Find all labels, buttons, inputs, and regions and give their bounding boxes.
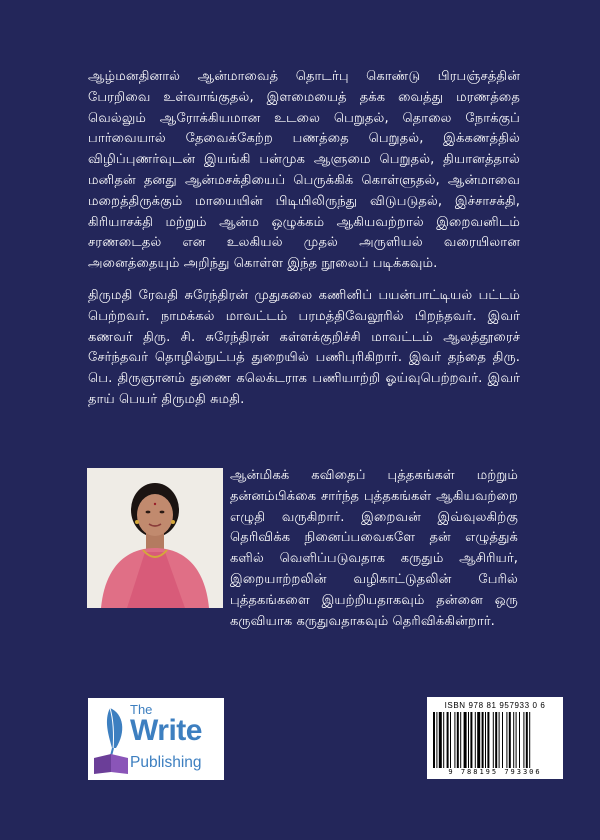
author-bio-paragraph: திருமதி ரேவதி சுரேந்திரன் முதுகலை கணினிப் பயன்பாட்டியல் பட்டம் பெற்றவர். நாமக்கல் மாவட்டம் பரமத்திவேலூரில் பிறந்தவர். இவர் கணவர் திரு. சி. சுரேந்திரன் கள்ளக்குறிச்சி மாவட்டம் ஆலத்தூரைச் சேர்ந்தவர் தொழில்நுட்பத் துறையில் பணிபுரிகிறார். இவர் தந்தை திரு. பெ. திருஞானம் துணை கலெக்டராக பணியாற்றி ஓய்வுபெற்றவர். இவர் தாய் பெயர் திருமதி சுமதி. <box>88 288 520 407</box>
author-photo <box>87 468 223 608</box>
barcode-bar <box>443 712 444 768</box>
isbn-barcode <box>427 697 563 779</box>
publisher-name-line-3: Publishing <box>130 754 202 771</box>
barcode-bar <box>470 712 472 768</box>
barcode-bar <box>468 712 469 768</box>
barcode-bar <box>475 712 476 768</box>
barcode-bar <box>523 712 524 768</box>
barcode-bar <box>482 712 484 768</box>
barcode-bar <box>454 712 455 768</box>
barcode-digits: 9 788195 793306 <box>448 768 542 776</box>
synopsis-paragraph: ஆழ்மனதினால் ஆன்மாவைத் தொடர்பு கொண்டு பிரபஞ்சத்தின் பேரறிவை உள்வாங்குதல், இளமையைத் தக்க வைத்து மரணத்தை வெல்லும் ஆரோக்கியமான உடலை பெறுதல், தொலை நோக்குப் பார்வையால் தேவைக்கேற்ற பணத்தை பெறுதல், இக்கணத்தில் விழிப்புணர்வுடன் இயங்கி பன்முக ஆளுமை பெறுதல், தியானத்தால் மனிதன் தனது ஆன்மசக்தியைப் பெருக்கிக் கொள்ளுதல், ஆன்மாவை மறைத்திருக்கும் மாயையின் பிடியிலிருந்து விடுபடுதல், இச்சாசக்தி, கிரியாசக்தி மற்றும் ஆன்ம ஒழுக்கம் ஆகியவற்றால் இறைவனிடம் சரணடைதல் என உலகியல் முதல் அருளியல் வரையிலான அனைத்தையும் அறிந்து கொள்ள இந்த நூலைப் படிக்கவும். <box>88 69 520 272</box>
barcode-bar <box>499 712 500 768</box>
barcode-bar <box>495 712 497 768</box>
barcode-bar <box>436 712 437 768</box>
barcode-bar <box>529 712 530 768</box>
publisher-name-line-1: The <box>130 702 153 717</box>
quill-book-icon <box>92 704 132 776</box>
barcode-icon <box>433 712 557 768</box>
publisher-name-line-2: Write <box>130 714 202 747</box>
barcode-bar <box>502 712 503 768</box>
barcode-bar <box>433 712 435 768</box>
barcode-bar <box>487 712 489 768</box>
barcode-bar <box>516 712 517 768</box>
barcode-bar <box>450 712 451 768</box>
barcode-bar <box>457 712 459 768</box>
barcode-bar <box>509 712 511 768</box>
author-portrait-icon <box>87 468 223 608</box>
barcode-bar <box>506 712 507 768</box>
barcode-bar <box>513 712 514 768</box>
barcode-bar <box>447 712 449 768</box>
barcode-bar <box>460 712 461 768</box>
barcode-bar <box>493 712 494 768</box>
barcode-bar <box>519 712 520 768</box>
barcode-bar <box>439 712 442 768</box>
barcode-bar <box>485 712 486 768</box>
isbn-label: ISBN 978 81 957933 0 6 <box>444 701 546 710</box>
barcode-bar <box>464 712 467 768</box>
barcode-bar <box>526 712 528 768</box>
publisher-logo <box>88 698 224 780</box>
barcode-bar <box>477 712 480 768</box>
author-works-paragraph: ஆன்மிகக் கவிதைப் புத்தகங்கள் மற்றும் தன்னம்பிக்கை சார்ந்த புத்தகங்கள் ஆகியவற்றை எழுதி வருகிறார். இறைவன் இவ்வுலகிற்கு தெரிவிக்க நினைப்பவைகளே தன் எழுத்துக் களில் வெளிப்படுவதாக கருதும் ஆசிரியர், இறையாற்றலின் வழிகாட்டுதலின் பேரில் புத்தகங்களை இயற்றியதாகவும் தன்னை ஒரு கருவியாக கருதுவதாகவும் தெரிவிக்கின்றார். <box>230 468 518 629</box>
